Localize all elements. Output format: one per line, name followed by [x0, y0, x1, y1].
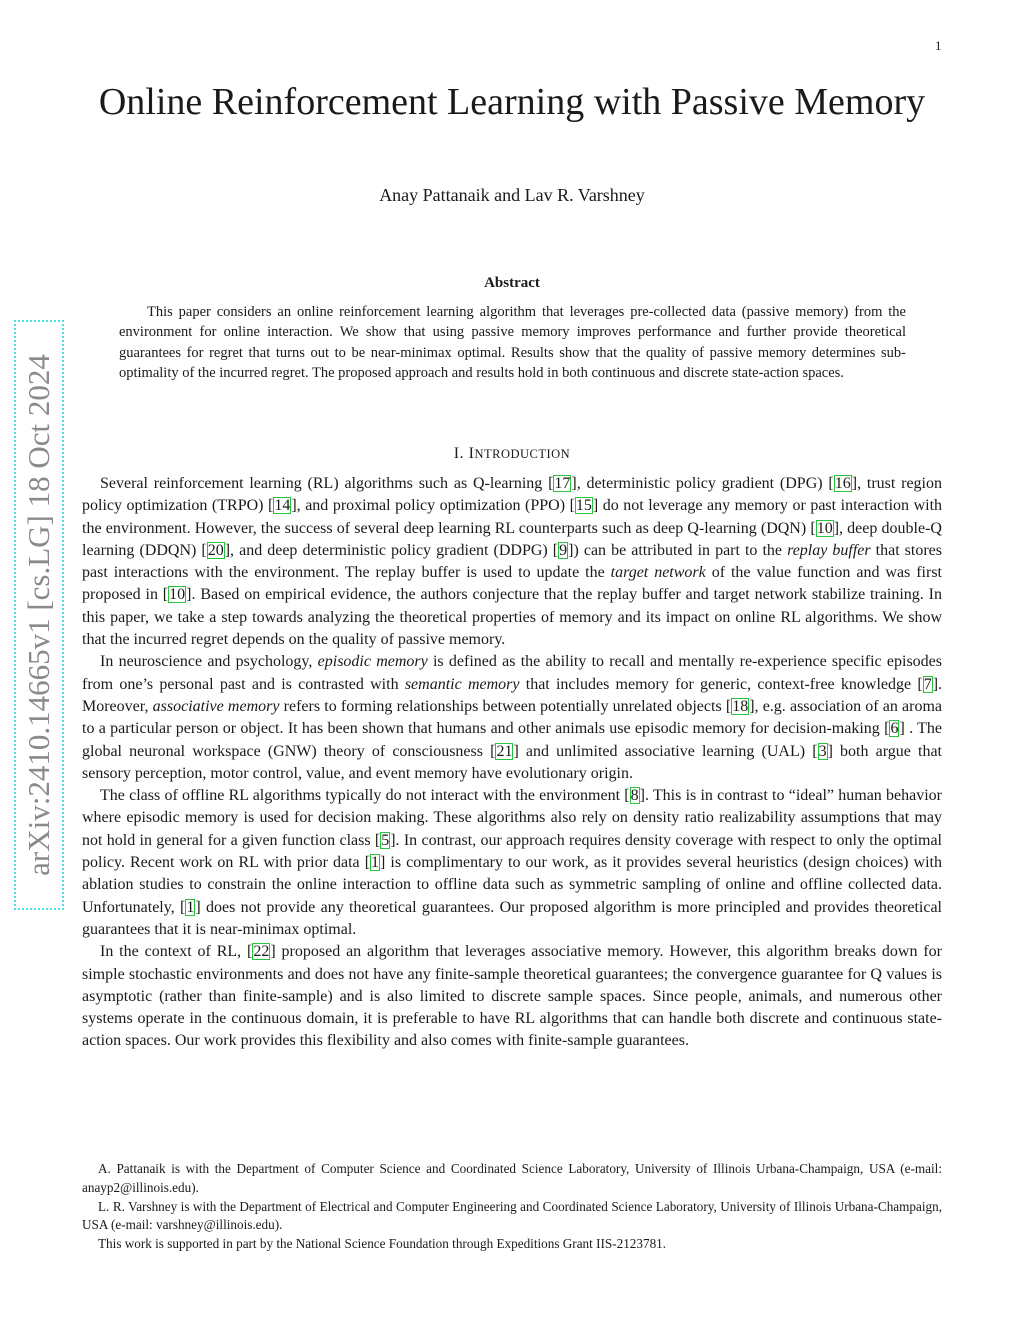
- citation-link[interactable]: 22: [253, 943, 270, 961]
- abstract-heading: Abstract: [484, 275, 540, 291]
- citation-link[interactable]: 16: [834, 475, 851, 492]
- section-initial: I: [468, 445, 475, 462]
- paragraph-text: ], deep double-Q learning (DDQN) [: [82, 519, 942, 559]
- emphasized-term: replay buffer: [787, 541, 871, 559]
- paragraph-text: ], deterministic policy gradient (DPG) [: [571, 475, 834, 492]
- footnote-author-2: L. R. Varshney is with the Department of Electrical and Computer Engineering and Coordinated Science Laboratory, University of Illinois Urbana-Champaign, USA (e-mail: varshney@illinois.edu).: [82, 1198, 942, 1233]
- introduction-body: [82, 473, 942, 1053]
- paragraph-text: ]) can be attributed in part to the: [568, 541, 788, 559]
- citation-link[interactable]: 8: [630, 787, 639, 805]
- citation-link[interactable]: 6: [890, 720, 899, 738]
- arxiv-stamp-text: arXiv:2410.14665v1 [cs.LG] 18 Oct 2024: [21, 354, 56, 876]
- emphasized-term: semantic memory: [404, 675, 520, 693]
- paragraph-text: ] . The global neuronal workspace (GNW) theory of consciousness [: [82, 720, 943, 760]
- paragraph-text: ] proposed an algorithm that leverages associative memory. However, this algorithm breaks down for simple stochastic environments and does not have any finite-sample theoretical guarantees; the convergence guarantee for Q values is asymptotic (rather than finite-sample) and is also limited to discrete sample spaces. Since people, animals, and numerous other systems operate in the continuous domain, it is preferable to have RL algorithms that can handle both discrete and continuous state-action spaces. Our work provides this flexibility and also comes with finite-sample guarantees.: [82, 943, 943, 1050]
- paragraph-text: ]. This is in contrast to “ideal” human behavior where episodic memory is used for decision making. These algorithms also rely on density ratio realizability assumptions that may not hold in general for a given function class [: [82, 787, 943, 849]
- paragraph-text: The class of offline RL algorithms typically do not interact with the environment [: [100, 787, 630, 805]
- paragraph-text: of the value function and was first proposed in [: [82, 564, 942, 604]
- paragraph-text: ] do not leverage any memory or past interaction with the environment. However, the success of several deep learning RL counterparts such as deep Q-learning (DQN) [: [82, 497, 943, 537]
- paragraph-text: Several reinforcement learning (RL) algorithms such as Q-learning [: [100, 475, 554, 492]
- citation-link[interactable]: 3: [818, 742, 827, 760]
- emphasized-term: associative memory: [152, 697, 280, 715]
- citation-link[interactable]: 9: [559, 541, 568, 559]
- citation-link[interactable]: 10: [816, 519, 833, 537]
- citation-link[interactable]: 5: [381, 831, 390, 849]
- paragraph-text: that includes memory for generic, context-free knowledge [: [519, 675, 923, 693]
- paragraph-text: ], trust region policy optimization (TRPO) [: [82, 475, 942, 515]
- section-heading: [80, 445, 944, 463]
- section-title-rest: NTRODUCTION: [474, 447, 571, 461]
- body-paragraph: [82, 473, 942, 651]
- paragraph-text: that stores past interactions with the environment. The replay buffer is used to update the: [82, 541, 943, 582]
- page-number: 1: [935, 38, 942, 53]
- citation-link[interactable]: 14: [274, 497, 291, 515]
- body-paragraph: [82, 785, 942, 941]
- citation-link[interactable]: 7: [923, 675, 932, 693]
- arxiv-stamp[interactable]: [14, 320, 64, 910]
- paragraph-text: ] is complimentary to our work, as it provides several heuristics (design choices) with ablation studies to constrain the online interaction to offline data such as symmetric sampling of online and offline collected data. Unfortunately, [: [82, 854, 943, 916]
- paragraph-text: ]. In contrast, our approach requires density coverage with respect to only the optimal policy. Recent work on RL with prior data [: [82, 831, 942, 872]
- paragraph-text: is defined as the ability to recall and mentally re-experience specific episodes from one’s personal past and is contrasted with: [82, 653, 943, 693]
- abstract-text: This paper considers an online reinforcement learning algorithm that leverages pre-collected data (passive memory) from the environment for online interaction. We show that using passive memory improves performance and further provide theoretical guarantees for regret that turns out to be near-minimax optimal. Results show that the quality of passive memory determines sub-optimality of the incurred regret. The proposed approach and results hold in both continuous and discrete state-action spaces.: [119, 304, 906, 381]
- footnote-author-1: A. Pattanaik is with the Department of Computer Science and Coordinated Science Laboratory, University of Illinois Urbana-Champaign, USA (e-mail: anayp2@illinois.edu).: [82, 1161, 942, 1195]
- emphasized-term: episodic memory: [317, 653, 428, 671]
- paragraph-text: ]. Moreover,: [82, 675, 943, 715]
- paper-authors: Anay Pattanaik and Lav R. Varshney: [379, 185, 645, 205]
- section-number: I.: [453, 445, 469, 462]
- paragraph-text: In neuroscience and psychology,: [100, 653, 318, 671]
- body-paragraph: [82, 651, 942, 785]
- emphasized-term: target network: [610, 564, 706, 582]
- citation-link[interactable]: 18: [732, 697, 749, 715]
- citation-link[interactable]: 15: [575, 497, 592, 515]
- citation-link[interactable]: 10: [169, 586, 186, 604]
- citation-link[interactable]: 21: [496, 742, 513, 760]
- paper-title: Online Reinforcement Learning with Passive Memory: [98, 81, 926, 123]
- body-paragraph: [82, 941, 942, 1052]
- paragraph-text: ] and unlimited associative learning (UAL) [: [513, 742, 818, 760]
- paragraph-text: ] does not provide any theoretical guarantees. Our proposed algorithm is more principled and provides theoretical guarantees that it is near-minimax optimal.: [82, 898, 942, 938]
- paragraph-text: ]. Based on empirical evidence, the authors conjecture that the replay buffer and target network stabilize training. In this paper, we take a step towards analyzing the theoretical properties of memory and its impact on online RL algorithms. We show that the incurred regret depends on the quality of passive memory.: [82, 586, 942, 649]
- paragraph-text: ] both argue that sensory perception, motor control, value, and event memory have evolutionary origin.: [82, 742, 943, 782]
- paragraph-text: ], and deep deterministic policy gradient (DDPG) [: [224, 541, 559, 559]
- paragraph-text: ], e.g. association of an aroma to a particular person or object. It has been shown that humans and other animals use episodic memory for decision-making [: [82, 697, 943, 738]
- citation-link[interactable]: 1: [371, 854, 380, 872]
- footnotes: [82, 1160, 942, 1254]
- citation-link[interactable]: 17: [554, 475, 571, 492]
- footnote-funding: This work is supported in part by the National Science Foundation through Expeditions Grant IIS-2123781.: [98, 1236, 667, 1252]
- citation-link[interactable]: 1: [186, 898, 195, 916]
- citation-link[interactable]: 20: [207, 541, 224, 559]
- paragraph-text: ], and proximal policy optimization (PPO) [: [291, 497, 575, 515]
- paragraph-text: In the context of RL, [: [100, 943, 253, 961]
- paragraph-text: refers to forming relationships between potentially unrelated objects [: [279, 697, 732, 715]
